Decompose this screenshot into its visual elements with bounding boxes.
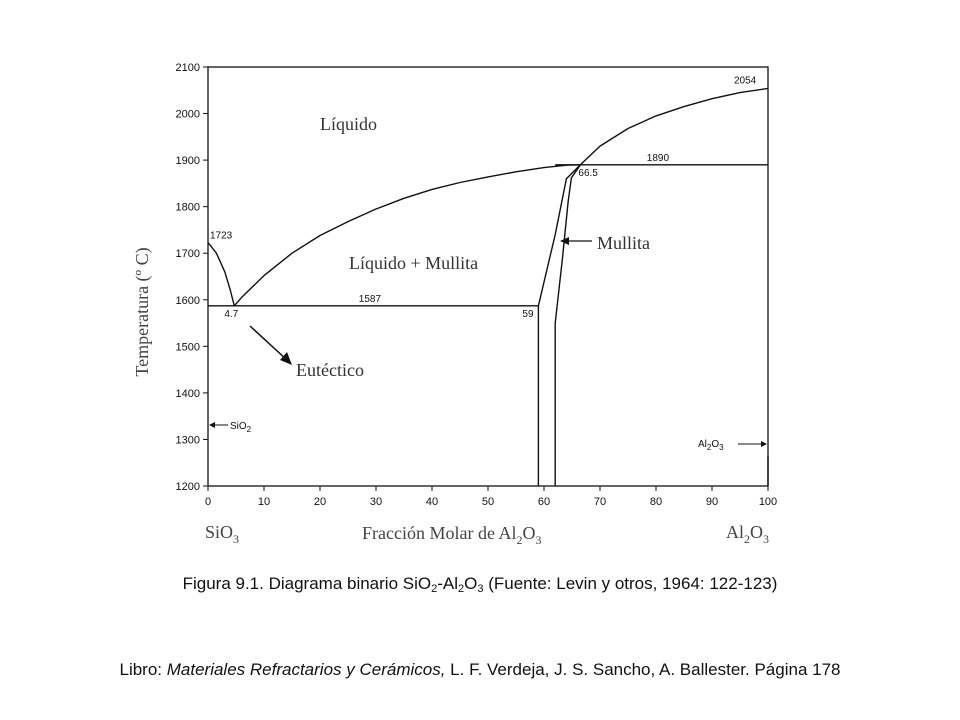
x-tick-label-30: 30 (369, 496, 383, 508)
al2o3-marker-arrow (761, 441, 767, 447)
plot-frame (208, 67, 768, 486)
x-tick-label-90: 90 (705, 496, 719, 508)
x-tick-label-20: 20 (313, 496, 327, 508)
point-label-eutectic: 4.7 (224, 308, 239, 320)
y-tick-label-2100: 2100 (175, 62, 200, 74)
x-axis-left-end-label: SiO$_3$ (205, 522, 240, 546)
book-reference: Libro: Materiales Refractarios y Cerámicos, L. F. Verdeja, J. S. Sancho, A. Ballester. Página 178 (119, 660, 841, 679)
phase-boundaries (208, 88, 768, 486)
point-label-mullite-left: 59 (522, 308, 534, 320)
y-tick-label-1600: 1600 (175, 294, 200, 307)
x-tick-label-60: 60 (537, 496, 551, 508)
curve-liquidus-mullite (234, 165, 580, 306)
y-tick-label-1800: 1800 (175, 201, 200, 214)
point-label-sio2-melting: 1723 (210, 230, 233, 242)
point-label-peritectic-temp: 1890 (646, 152, 670, 164)
y-tick-label-1400: 1400 (175, 387, 200, 400)
point-label-eutectic-temp: 1587 (358, 293, 382, 305)
curve-liquidus-sio2 (208, 243, 234, 306)
x-tick-label-40: 40 (425, 496, 439, 508)
eutectic-arrow-line (250, 326, 287, 360)
y-tick-label-1500: 1500 (175, 341, 200, 354)
al2o3-marker-label: $Al_2O_3$ (698, 439, 724, 452)
sio2-marker-label: SiO$_2$ (230, 421, 252, 434)
x-tick-label-10: 10 (257, 496, 271, 508)
x-tick-label-80: 80 (649, 496, 663, 508)
x-tick-label-50: 50 (481, 496, 495, 508)
x-tick-label-100: 100 (758, 496, 778, 508)
y-tick-label-2000: 2000 (175, 108, 200, 121)
point-label-al2o3-melting: 2054 (734, 75, 757, 87)
region-liquid-label: Líquido (320, 114, 377, 134)
curve-liquidus-al2o3 (580, 88, 768, 164)
eutectic-label: Eutéctico (296, 360, 364, 380)
y-axis-ticks (176, 62, 208, 493)
x-axis-ticks (205, 486, 777, 508)
region-mullite-label: Mullita (597, 233, 650, 253)
curve-mullite-left-boundary (538, 165, 580, 486)
y-axis-title: Temperatura (º C) (132, 247, 152, 377)
y-tick-label-1200: 1200 (175, 481, 200, 493)
y-tick-label-1300: 1300 (175, 434, 200, 447)
region-liquid-mullite-label: Líquido + Mullita (349, 253, 479, 273)
eutectic-arrow-head (280, 352, 292, 365)
x-axis-title: Fracción Molar de $Al_2O_3$ (362, 523, 542, 547)
sio2-marker-arrow (209, 422, 215, 428)
point-label-peritectic: 66.5 (578, 167, 598, 179)
y-tick-label-1700: 1700 (175, 248, 200, 261)
figure-caption: Figura 9.1. Diagrama binario $SiO_2-Al_2O_3$ (Fuente: Levin y otros, 1964: 122-123) (182, 574, 778, 595)
point-labels (210, 75, 757, 319)
x-axis-right-end-label: $Al_2O_3$ (726, 522, 769, 546)
y-tick-label-1900: 1900 (175, 155, 200, 168)
x-tick-label-70: 70 (593, 496, 607, 508)
x-tick-label-0: 0 (204, 496, 212, 508)
